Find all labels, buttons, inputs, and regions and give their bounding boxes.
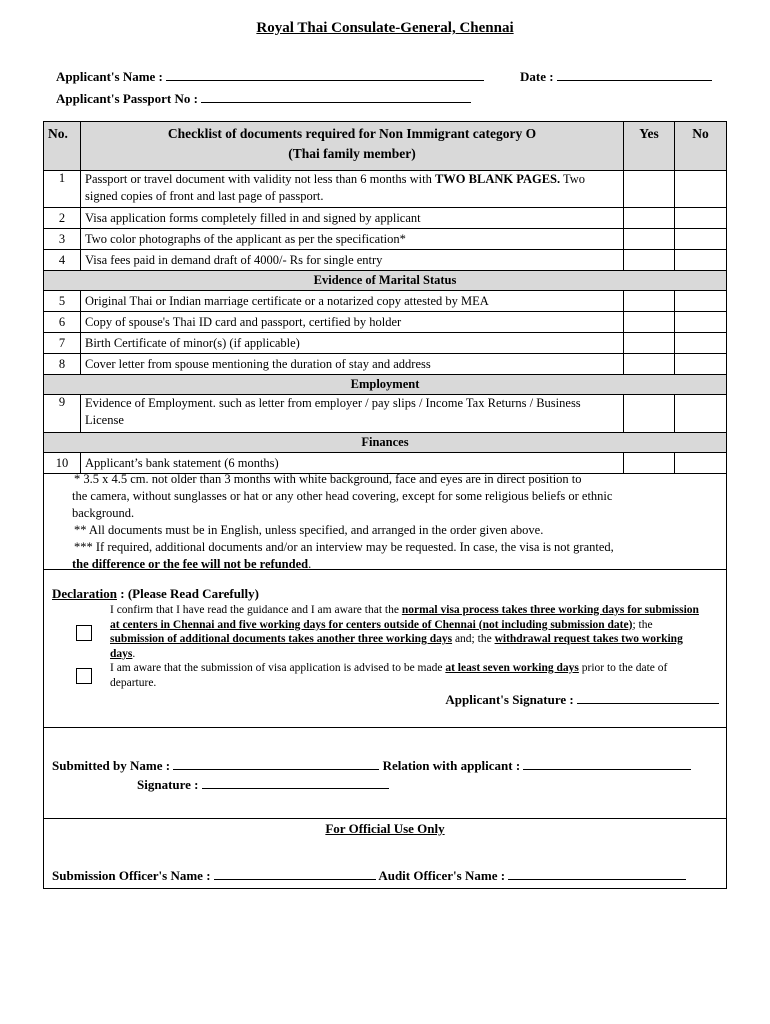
officer-names-row [52,867,686,884]
yes-checkbox-cell[interactable] [624,312,675,333]
yes-checkbox-cell[interactable] [624,229,675,250]
header-no: No. [44,122,81,171]
row-number: 8 [44,354,81,375]
footnotes [43,469,727,570]
row-text: Evidence of Employment. such as letter from employer / pay slips / Income Tax Returns / Business License [81,395,624,433]
header-checklist-line1: Checklist of documents required for Non Immigrant category O [167,126,537,141]
declaration-heading [52,586,259,602]
section-finances [44,433,727,453]
date-row [520,68,712,85]
submitter-signature-label: Signature : [137,777,199,792]
applicant-name-label: Applicant's Name : [56,69,163,84]
row-number: 10 [44,453,81,474]
no-checkbox-cell[interactable] [675,291,727,312]
table-row [44,250,727,271]
yes-checkbox-cell[interactable] [624,354,675,375]
no-checkbox-cell[interactable] [675,229,727,250]
header-checklist-line2: (Thai family member) [288,146,416,161]
row-number: 2 [44,208,81,229]
decl-text-underlined: withdrawal request takes two working days [110,633,683,660]
yes-checkbox-cell[interactable] [624,208,675,229]
declaration-checkbox-2[interactable] [76,668,92,684]
table-row [44,312,727,333]
checklist-table [43,121,727,474]
decl-text-part: I confirm that I have read the guidance and I am aware that the [110,604,402,616]
row-text [81,171,624,208]
audit-officer-field[interactable] [508,867,686,880]
audit-officer-label: Audit Officer's Name : [378,868,506,883]
declaration-paragraph-2 [110,661,700,690]
declaration-label-rest: : (Please Read Carefully) [116,586,259,601]
date-field[interactable] [557,68,712,81]
note-additional: *** If required, additional documents and/or an interview may be requested. In case, the visa is not granted, [74,540,614,554]
date-label: Date : [520,69,554,84]
row-number: 9 [44,395,81,433]
header-yes: Yes [624,122,675,171]
submission-officer-field[interactable] [214,867,376,880]
section-marital-status [44,271,727,291]
row-number: 6 [44,312,81,333]
no-checkbox-cell[interactable] [675,395,727,433]
submitted-by-name-field[interactable] [173,757,379,770]
decl-text-underlined: at least seven working days [445,662,579,674]
no-checkbox-cell[interactable] [675,250,727,271]
decl-text-underlined: normal visa process takes three working days for submission at centers in Chennai and five working days for centers outside of Chennai (not including submission date) [110,604,699,631]
decl-text-part: prior to the date of departure. [110,662,668,689]
relation-field[interactable] [523,757,691,770]
no-checkbox-cell[interactable] [675,354,727,375]
decl-text-part: I am aware that the submission of visa application is advised to be made [110,662,446,674]
table-row [44,171,727,208]
applicant-signature-field[interactable] [577,691,719,704]
submitter-signature-field[interactable] [202,776,389,789]
row-text: Copy of spouse's Thai ID card and passport, certified by holder [81,312,624,333]
table-row [44,229,727,250]
yes-checkbox-cell[interactable] [624,250,675,271]
note-refund-end: . [308,557,312,571]
table-row [44,291,727,312]
decl-text-part: ; the [632,618,653,631]
note-photo-line2: the camera, without sunglasses or hat or any other head covering, except for some religious beliefs or ethnic [72,489,613,503]
note-photo-line3: background. [72,506,135,520]
note-photo-line1: * 3.5 x 4.5 cm. not older than 3 months with white background, face and eyes are in direct position to [74,472,582,486]
row-number: 1 [44,171,81,208]
row-text: Original Thai or Indian marriage certificate or a notarized copy attested by MEA [81,291,624,312]
submitter-signature-row [137,776,389,793]
submission-officer-label: Submission Officer's Name : [52,868,211,883]
no-checkbox-cell[interactable] [675,171,727,208]
table-row [44,208,727,229]
yes-checkbox-cell[interactable] [624,171,675,208]
header-no-col: No [675,122,727,171]
applicant-signature-row [445,691,719,708]
row-text-part: Passport or travel document with validity not less than 6 months with [85,172,435,186]
row-text: Applicant’s bank statement (6 months) [81,453,624,474]
row-text: Two color photographs of the applicant as per the specification* [81,229,624,250]
decl-text-underlined: submission of additional documents takes another three working days [110,633,453,645]
submitted-by-name-label: Submitted by Name : [52,758,171,773]
header-checklist [81,122,624,171]
declaration-paragraph-1 [110,603,700,661]
passport-row [56,90,471,107]
declaration-checkbox-1[interactable] [76,625,92,641]
row-number: 5 [44,291,81,312]
row-text-part: Two signed copies of front and last page of passport. [85,172,586,203]
no-checkbox-cell[interactable] [675,208,727,229]
submitted-by-row [52,757,691,774]
section-heading: Employment [44,375,727,395]
section-heading: Finances [44,433,727,453]
applicant-signature-label: Applicant's Signature : [445,692,574,707]
row-text: Visa fees paid in demand draft of 4000/- Rs for single entry [81,250,624,271]
yes-checkbox-cell[interactable] [624,291,675,312]
yes-checkbox-cell[interactable] [624,395,675,433]
note-english: ** All documents must be in English, unless specified, and arranged in the order given above. [74,523,544,537]
official-use-section [43,819,727,889]
row-number: 7 [44,333,81,354]
official-use-heading: For Official Use Only [325,821,445,836]
table-row [44,333,727,354]
passport-field[interactable] [201,90,471,103]
applicant-name-row [56,68,484,85]
note-refund-bold: the difference or the fee will not be refunded [72,557,309,571]
decl-text-part: and; the [452,633,495,645]
passport-label: Applicant's Passport No : [56,91,198,106]
row-text-bold: TWO BLANK PAGES. [434,172,561,186]
section-employment [44,375,727,395]
row-number: 4 [44,250,81,271]
table-row [44,395,727,433]
table-row [44,354,727,375]
row-text: Visa application forms completely filled in and signed by applicant [81,208,624,229]
table-header-row [44,122,727,171]
no-checkbox-cell[interactable] [675,333,727,354]
declaration-label: Declaration [52,586,117,601]
row-text: Birth Certificate of minor(s) (if applicable) [81,333,624,354]
row-text: Cover letter from spouse mentioning the duration of stay and address [81,354,624,375]
submitted-by-section [43,728,727,819]
yes-checkbox-cell[interactable] [624,333,675,354]
applicant-name-field[interactable] [166,68,484,81]
declaration-section [43,570,727,728]
section-heading: Evidence of Marital Status [44,271,727,291]
decl-text-part: . [132,647,136,660]
relation-label: Relation with applicant : [382,758,521,773]
document-title: Royal Thai Consulate-General, Chennai [256,20,514,36]
no-checkbox-cell[interactable] [675,312,727,333]
row-number: 3 [44,229,81,250]
declaration-text [110,603,700,690]
